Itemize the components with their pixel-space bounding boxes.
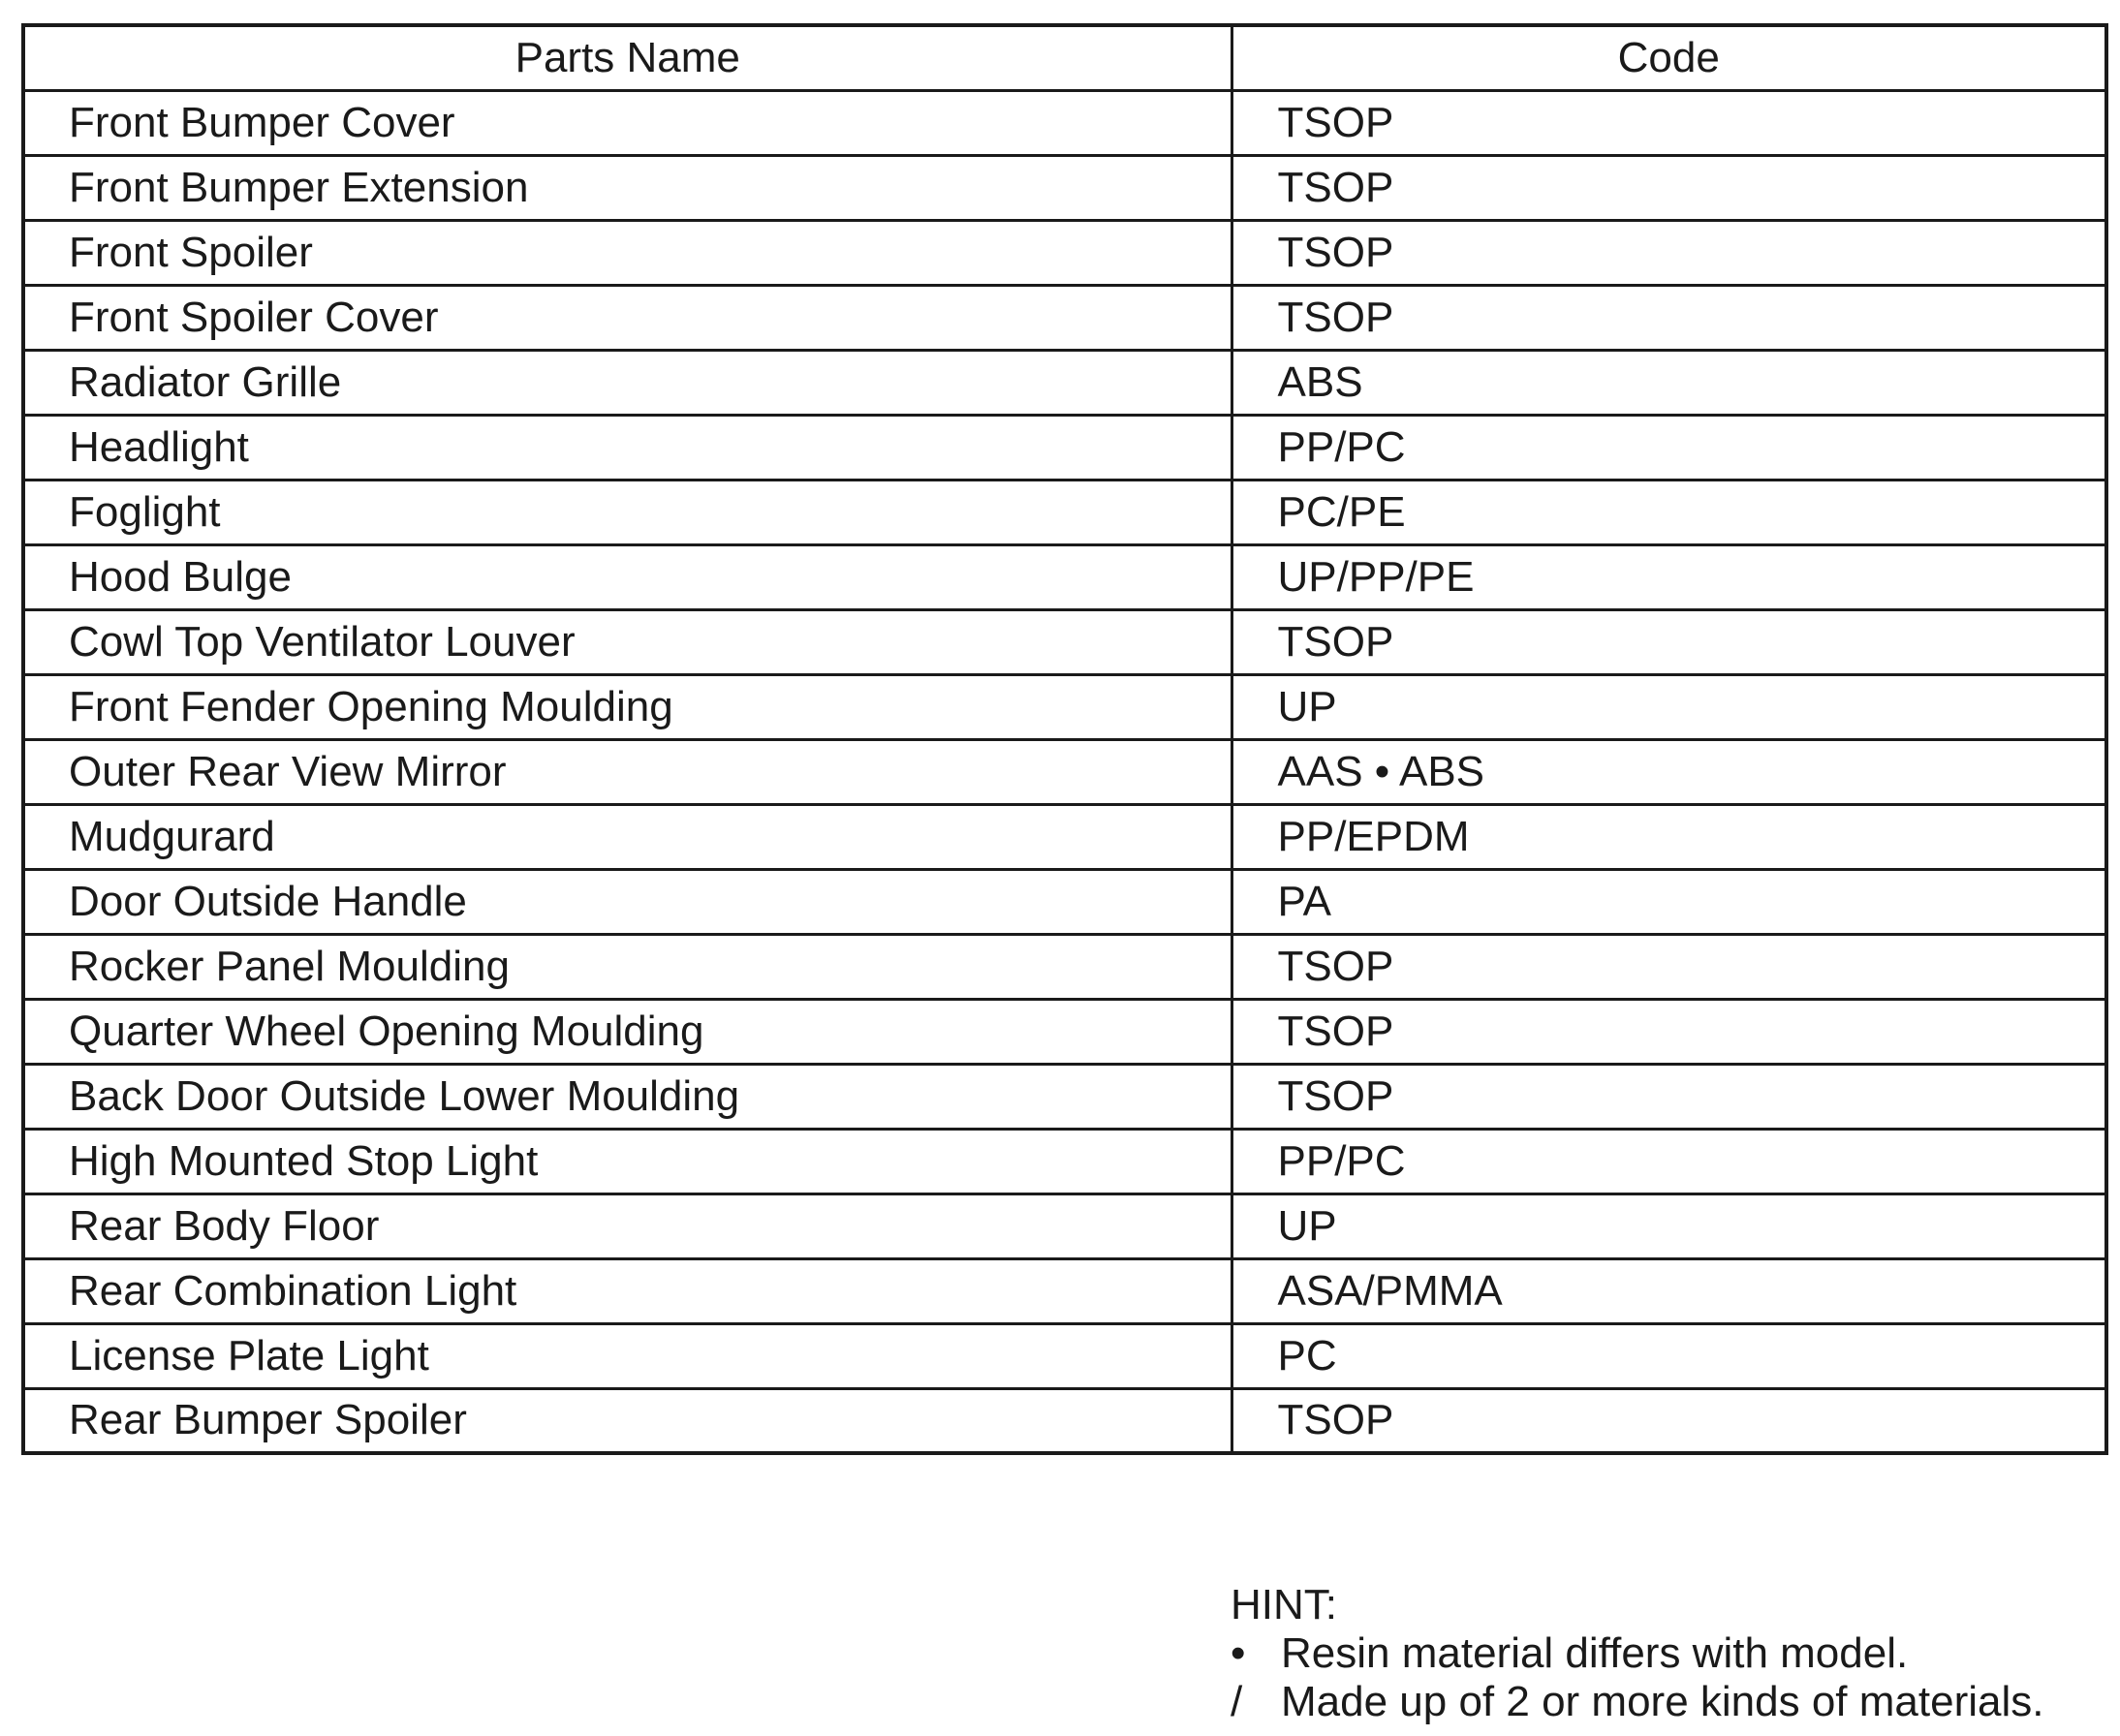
code-cell: TSOP — [1231, 155, 2106, 220]
table-row — [23, 934, 2106, 999]
table-row — [23, 1129, 2106, 1194]
hint-text: Made up of 2 or more kinds of materials. — [1281, 1678, 2044, 1725]
table-row — [23, 1064, 2106, 1129]
part-name-cell: Front Spoiler — [23, 220, 1231, 285]
part-name-cell: Rear Body Floor — [23, 1194, 1231, 1258]
code-cell: TSOP — [1231, 90, 2106, 155]
table-row — [23, 609, 2106, 674]
table-row — [23, 1323, 2106, 1388]
code-cell: ABS — [1231, 350, 2106, 415]
part-name-cell: Radiator Grille — [23, 350, 1231, 415]
part-name-cell: Outer Rear View Mirror — [23, 739, 1231, 804]
parts-table — [21, 23, 2108, 1455]
part-name-cell: Quarter Wheel Opening Moulding — [23, 999, 1231, 1064]
code-cell: UP — [1231, 1194, 2106, 1258]
code-cell: TSOP — [1231, 220, 2106, 285]
code-cell: PP/PC — [1231, 1129, 2106, 1194]
code-cell: TSOP — [1231, 285, 2106, 350]
code-cell: UP — [1231, 674, 2106, 739]
part-name-cell: Front Bumper Cover — [23, 90, 1231, 155]
part-name-cell: Rear Bumper Spoiler — [23, 1388, 1231, 1453]
code-cell: PC — [1231, 1323, 2106, 1388]
code-cell: TSOP — [1231, 1064, 2106, 1129]
part-name-cell: Mudgurard — [23, 804, 1231, 869]
part-name-cell: Hood Bulge — [23, 544, 1231, 609]
code-cell: UP/PP/PE — [1231, 544, 2106, 609]
table-row — [23, 674, 2106, 739]
code-cell: AAS • ABS — [1231, 739, 2106, 804]
part-name-cell: Front Bumper Extension — [23, 155, 1231, 220]
table-row — [23, 155, 2106, 220]
table-row — [23, 1194, 2106, 1258]
code-cell: TSOP — [1231, 934, 2106, 999]
code-cell: PA — [1231, 869, 2106, 934]
table-row — [23, 285, 2106, 350]
table-row — [23, 544, 2106, 609]
code-cell: PP/EPDM — [1231, 804, 2106, 869]
table-row — [23, 350, 2106, 415]
table-row — [23, 480, 2106, 544]
code-cell: TSOP — [1231, 999, 2106, 1064]
hint-symbol: • — [1231, 1629, 1246, 1677]
hint-item — [1231, 1678, 2043, 1726]
hint-item — [1231, 1629, 2043, 1678]
part-name-cell: Rear Combination Light — [23, 1258, 1231, 1323]
table-header-row — [23, 25, 2106, 90]
part-name-cell: Foglight — [23, 480, 1231, 544]
column-header-code: Code — [1231, 25, 2106, 90]
hint-title: HINT: — [1231, 1581, 1337, 1628]
column-header-parts-name: Parts Name — [23, 25, 1231, 90]
part-name-cell: Cowl Top Ventilator Louver — [23, 609, 1231, 674]
table-row — [23, 1388, 2106, 1453]
table-row — [23, 415, 2106, 480]
code-cell: ASA/PMMA — [1231, 1258, 2106, 1323]
part-name-cell: Back Door Outside Lower Moulding — [23, 1064, 1231, 1129]
table-row — [23, 999, 2106, 1064]
table-row — [23, 220, 2106, 285]
table-row — [23, 739, 2106, 804]
part-name-cell: High Mounted Stop Light — [23, 1129, 1231, 1194]
table-row — [23, 90, 2106, 155]
code-cell: TSOP — [1231, 609, 2106, 674]
table-row — [23, 804, 2106, 869]
code-cell: TSOP — [1231, 1388, 2106, 1453]
part-name-cell: Front Fender Opening Moulding — [23, 674, 1231, 739]
part-name-cell: Headlight — [23, 415, 1231, 480]
hint-symbol: / — [1231, 1678, 1243, 1725]
code-cell: PC/PE — [1231, 480, 2106, 544]
part-name-cell: License Plate Light — [23, 1323, 1231, 1388]
table-row — [23, 1258, 2106, 1323]
hint-text: Resin material differs with model. — [1281, 1629, 1909, 1677]
part-name-cell: Front Spoiler Cover — [23, 285, 1231, 350]
part-name-cell: Door Outside Handle — [23, 869, 1231, 934]
table-row — [23, 869, 2106, 934]
code-cell: PP/PC — [1231, 415, 2106, 480]
part-name-cell: Rocker Panel Moulding — [23, 934, 1231, 999]
hint-block — [1231, 1581, 2043, 1726]
